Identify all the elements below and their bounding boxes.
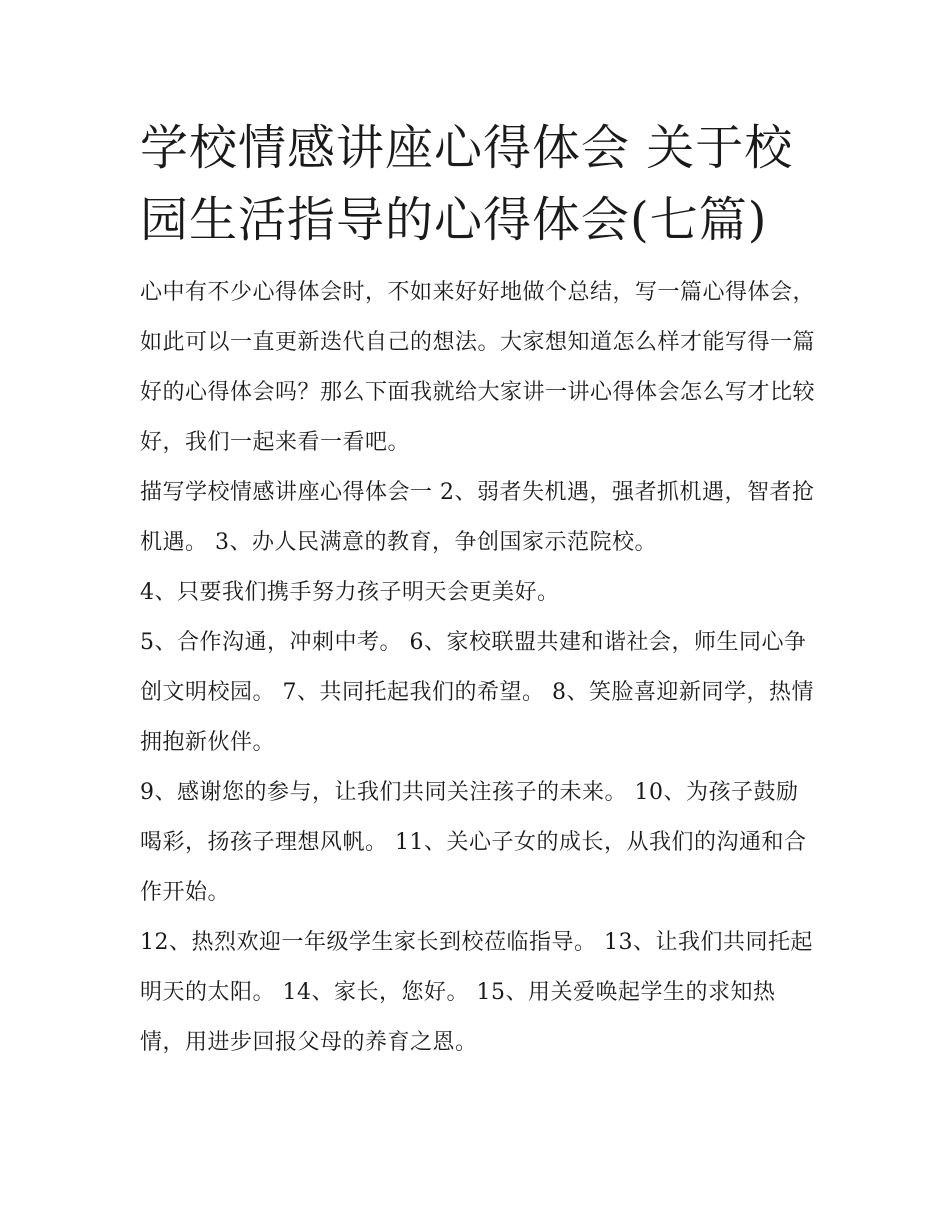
document-title: 学校情感讲座心得体会 关于校园生活指导的心得体会(七篇) [140, 120, 794, 248]
paragraph-slogans-5: 12、热烈欢迎一年级学生家长到校莅临指导。 13、让我们共同托起明天的太阳。 14、家长，您好。 15、用关爱唤起学生的求知热情，用进步回报父母的养育之恩。 [140, 930, 813, 1055]
paragraph-slogans-2: 4、只要我们携手努力孩子明天会更美好。 [140, 580, 560, 605]
paragraph-slogans-3: 5、合作沟通，冲刺中考。 6、家校联盟共建和谐社会，师生同心争创文明校园。 7、共同托起我们的希望。 8、笑脸喜迎新同学，热情拥抱新伙伴。 [140, 630, 814, 755]
paragraph-slogans-4: 9、感谢您的参与，让我们共同关注孩子的未来。 10、为孩子鼓励喝彩，扬孩子理想风帆。 11、关心子女的成长，从我们的沟通和合作开始。 [140, 780, 807, 905]
paragraph-slogans-1: 描写学校情感讲座心得体会一 2、弱者失机遇，强者抓机遇，智者抢机遇。 3、办人民满意的教育，争创国家示范院校。 [140, 480, 815, 555]
document-page [140, 112, 820, 1068]
paragraph-intro: 心中有不少心得体会时，不如来好好地做个总结，写一篇心得体会，如此可以一直更新迭代自己的想法。大家想知道怎么样才能写得一篇好的心得体会吗？那么下面我就给大家讲一讲心得体会怎么写才比较好，我们一起来看一看吧。 [140, 280, 816, 455]
document-body [140, 268, 820, 1068]
